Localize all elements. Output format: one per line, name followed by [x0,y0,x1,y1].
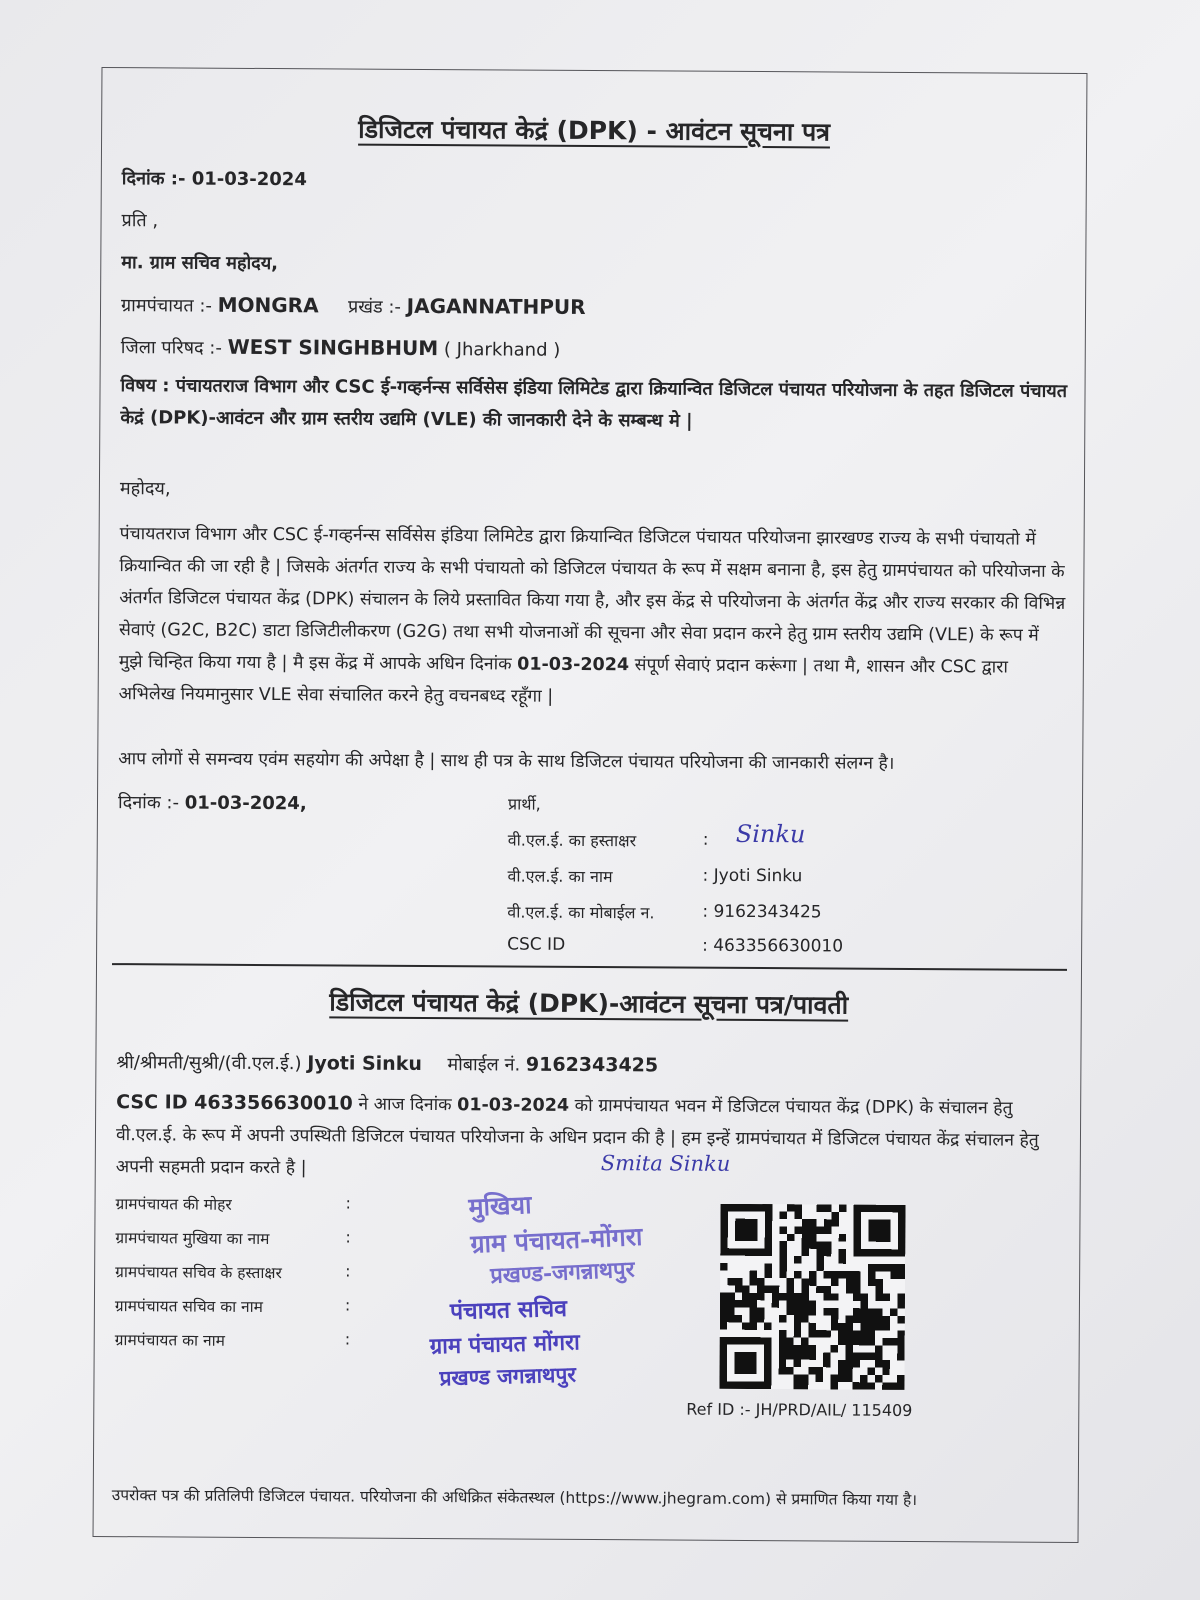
receipt-name-line [116,1050,658,1077]
state-value: ( Jharkhand ) [443,339,561,361]
receipt-title: डिजिटल पंचायत केद्रं (DPK)-आवंटन सूचना पत्र/पावती [329,987,849,1020]
letter-date [122,166,307,191]
field-colon-seal: : [345,1193,352,1213]
vle-name-value: : Jyoti Sinku [702,865,803,887]
body-date: 01-03-2024 [517,654,630,676]
field-colon-sachiv-name: : [344,1295,351,1315]
letter-body [119,518,1068,716]
addressee: मा. ग्राम सचिव महोदय, [121,252,279,275]
allotment-letter-sheet [93,67,1088,1543]
receipt-text-part2: को ग्रामपंचायत भवन में डिजिटल पंचायत केंद्र (DPK) के संचालन हेतु वी.एल.ई. के रूप में अपनी उपस्थिती डिजिटल पंचायत परियोजना के अधिन प्रदान की है | हम इन्हें ग्रामपंचायत में डिजिटल पंचायत केंद्र संचालन हेतु अपनी सहमती प्रदान करते है | [115,1095,1039,1179]
vle-name-label: वी.एल.ई. का नाम [507,866,613,887]
block-value: JAGANNATHPUR [406,293,586,319]
letter-subject: विषय : पंचायतराज विभाग और CSC ई-गव्हर्नन्स सर्विसेस इंडिया लिमिटेड द्वारा क्रियान्वित डिजिटल पंचायत परियोजना के तहत डिजिटल पंचायत केद्रं (DPK)-आवंटन और ग्राम स्तरीय उद्यमि (VLE) की जानकारी देने के सम्बन्ध मे | [120,375,1068,432]
district-label: जिला परिषद :- [120,337,222,359]
field-colon-mukhiya-name: : [345,1227,351,1247]
vle-sign-colon: : [702,829,709,850]
district-line [121,334,561,362]
mukhiya-stamp-line3: प्रखण्ड-जगन्नाथपुर [489,1256,636,1290]
body-part1: पंचायतराज विभाग और CSC ई-गव्हर्नन्स सर्विसेस इंडिया लिमिटेड द्वारा क्रियान्वित डिजिटल पंचायत परियोजना झारखण्ड राज्य के सभी पंचायतो में क्रियान्वित की जा रही है | जिसके अंतर्गत राज्य के सभी पंचायतो को डिजिटल पंचायत के रूप में सक्षम बनाना है, इस हेतु ग्रामपंचायत को परियोजना के अंतर्गत डिजिटल पंचायत केंद्र (DPK) संचालन के लिये प्रस्तावित किया गया है, और इस केंद्र से परियोजना के अंतर्गत केंद्र और राज्य सरकार की विभिन्न सेवाएं (G2C, B2C) डाटा डिजिटीलीकरण (G2G) तथा सभी योजनाओं की सूचना और सेवा प्रदान करने हेतु ग्राम स्तरीय उद्यमि (VLE) के रूप में मुझे चिन्हित किया गया है | मै इस केंद्र में आपके अधिन दिनांक [118,524,1066,675]
receipt-name-value: Jyoti Sinku [307,1052,422,1075]
closing-line: आप लोगों से समन्वय एवंम सहयोग की अपेक्षा है | साथ ही पत्र के साथ डिजिटल पंचायत परियोजना की जानकारी संलग्न है। [118,749,895,774]
field-label-sachiv-name: ग्रामपंचायत सचिव का नाम [114,1297,264,1317]
field-label-sachiv-sign: ग्रामपंचायत सचिव के हस्ताक्षर [115,1263,282,1283]
field-colon-panchayat-name: : [344,1329,351,1349]
sachiv-stamp-line3: प्रखण्ड जगन्नाथपुर [439,1361,577,1391]
receipt-text-date: 01-03-2024 [457,1095,570,1116]
bottom-date-label: दिनांक :- [117,792,180,814]
gram-panchayat-label: ग्रामपंचायत :- [120,295,212,317]
field-label-panchayat-name: ग्रामपंचायत का नाम [114,1331,225,1350]
date-value: 01-03-2024 [191,168,307,191]
block-label: प्रखंड :- [347,296,402,318]
vle-mobile-label: वी.एल.ई. का मोबाईल न. [507,902,655,923]
bottom-date [118,790,307,815]
sachiv-stamp-line2: ग्राम पंचायत मोंगरा [429,1329,581,1360]
qr-code-icon [719,1204,905,1390]
vle-mobile-value: : 9162343425 [702,901,822,923]
body-part2: संपूर्ण सेवाएं प्रदान करूंगा | तथा मै, शासन और CSC द्वारा अभिलेख नियमानुसार VLE सेवा संचालित करने हेतु वचनबध्द रहूँगा | [118,655,1008,707]
vle-sign-label: वी.एल.ई. का हस्ताक्षर [507,830,637,851]
csc-id-label: CSC ID [507,934,566,955]
bottom-date-value: 01-03-2024, [184,792,307,815]
vle-signature: Sinku [735,819,806,849]
section-divider [112,963,1067,971]
receipt-mobile-value: 9162343425 [525,1053,659,1077]
footer-note: उपरोक्त पत्र की प्रतिलिपी डिजिटल पंचायत. परियोजना की अधिक्रित संकेतस्थल (https://www.jhegram.com) से प्रमाणित किया गया है। [111,1486,918,1510]
field-label-mukhiya-name: ग्रामपंचायत मुखिया का नाम [115,1229,270,1249]
date-label: दिनांक :- [121,168,186,190]
mukhiya-stamp-line1: मुखिया [467,1190,533,1222]
receipt-name-prefix: श्री/श्रीमती/सुश्री/(वी.एल.ई.) [116,1052,302,1075]
panchayat-block-line [121,292,586,320]
mukhiya-stamp-line2: ग्राम पंचायत-मोंगरा [469,1221,644,1259]
district-value: WEST SINGHBHUM [227,334,439,361]
to-line: प्रति , [121,210,159,232]
ref-id: Ref ID :- JH/PRD/AIL/ 115409 [686,1399,913,1420]
receipt-csc-id: CSC ID 463356630010 [116,1091,353,1115]
applicant-label: प्रार्थी, [507,794,541,814]
field-label-seal: ग्रामपंचायत की मोहर [115,1195,232,1214]
receipt-mobile-label: मोबाईल नं. [447,1054,521,1076]
field-colon-sachiv-sign: : [345,1261,351,1281]
csc-id-value: : 463356630010 [702,935,844,957]
mukhiya-handwritten-signature: Smita Sinku [600,1151,731,1176]
sachiv-stamp-line1: पंचायत सचिव [449,1294,568,1326]
salutation: महोदय, [119,478,171,500]
letter-title: डिजिटल पंचायत केद्रं (DPK) - आवंटन सूचना पत्र [358,114,831,147]
receipt-text-part1: ने आज दिनांक [358,1094,452,1116]
gram-panchayat-value: MONGRA [217,292,319,318]
receipt-text [116,1086,1065,1189]
